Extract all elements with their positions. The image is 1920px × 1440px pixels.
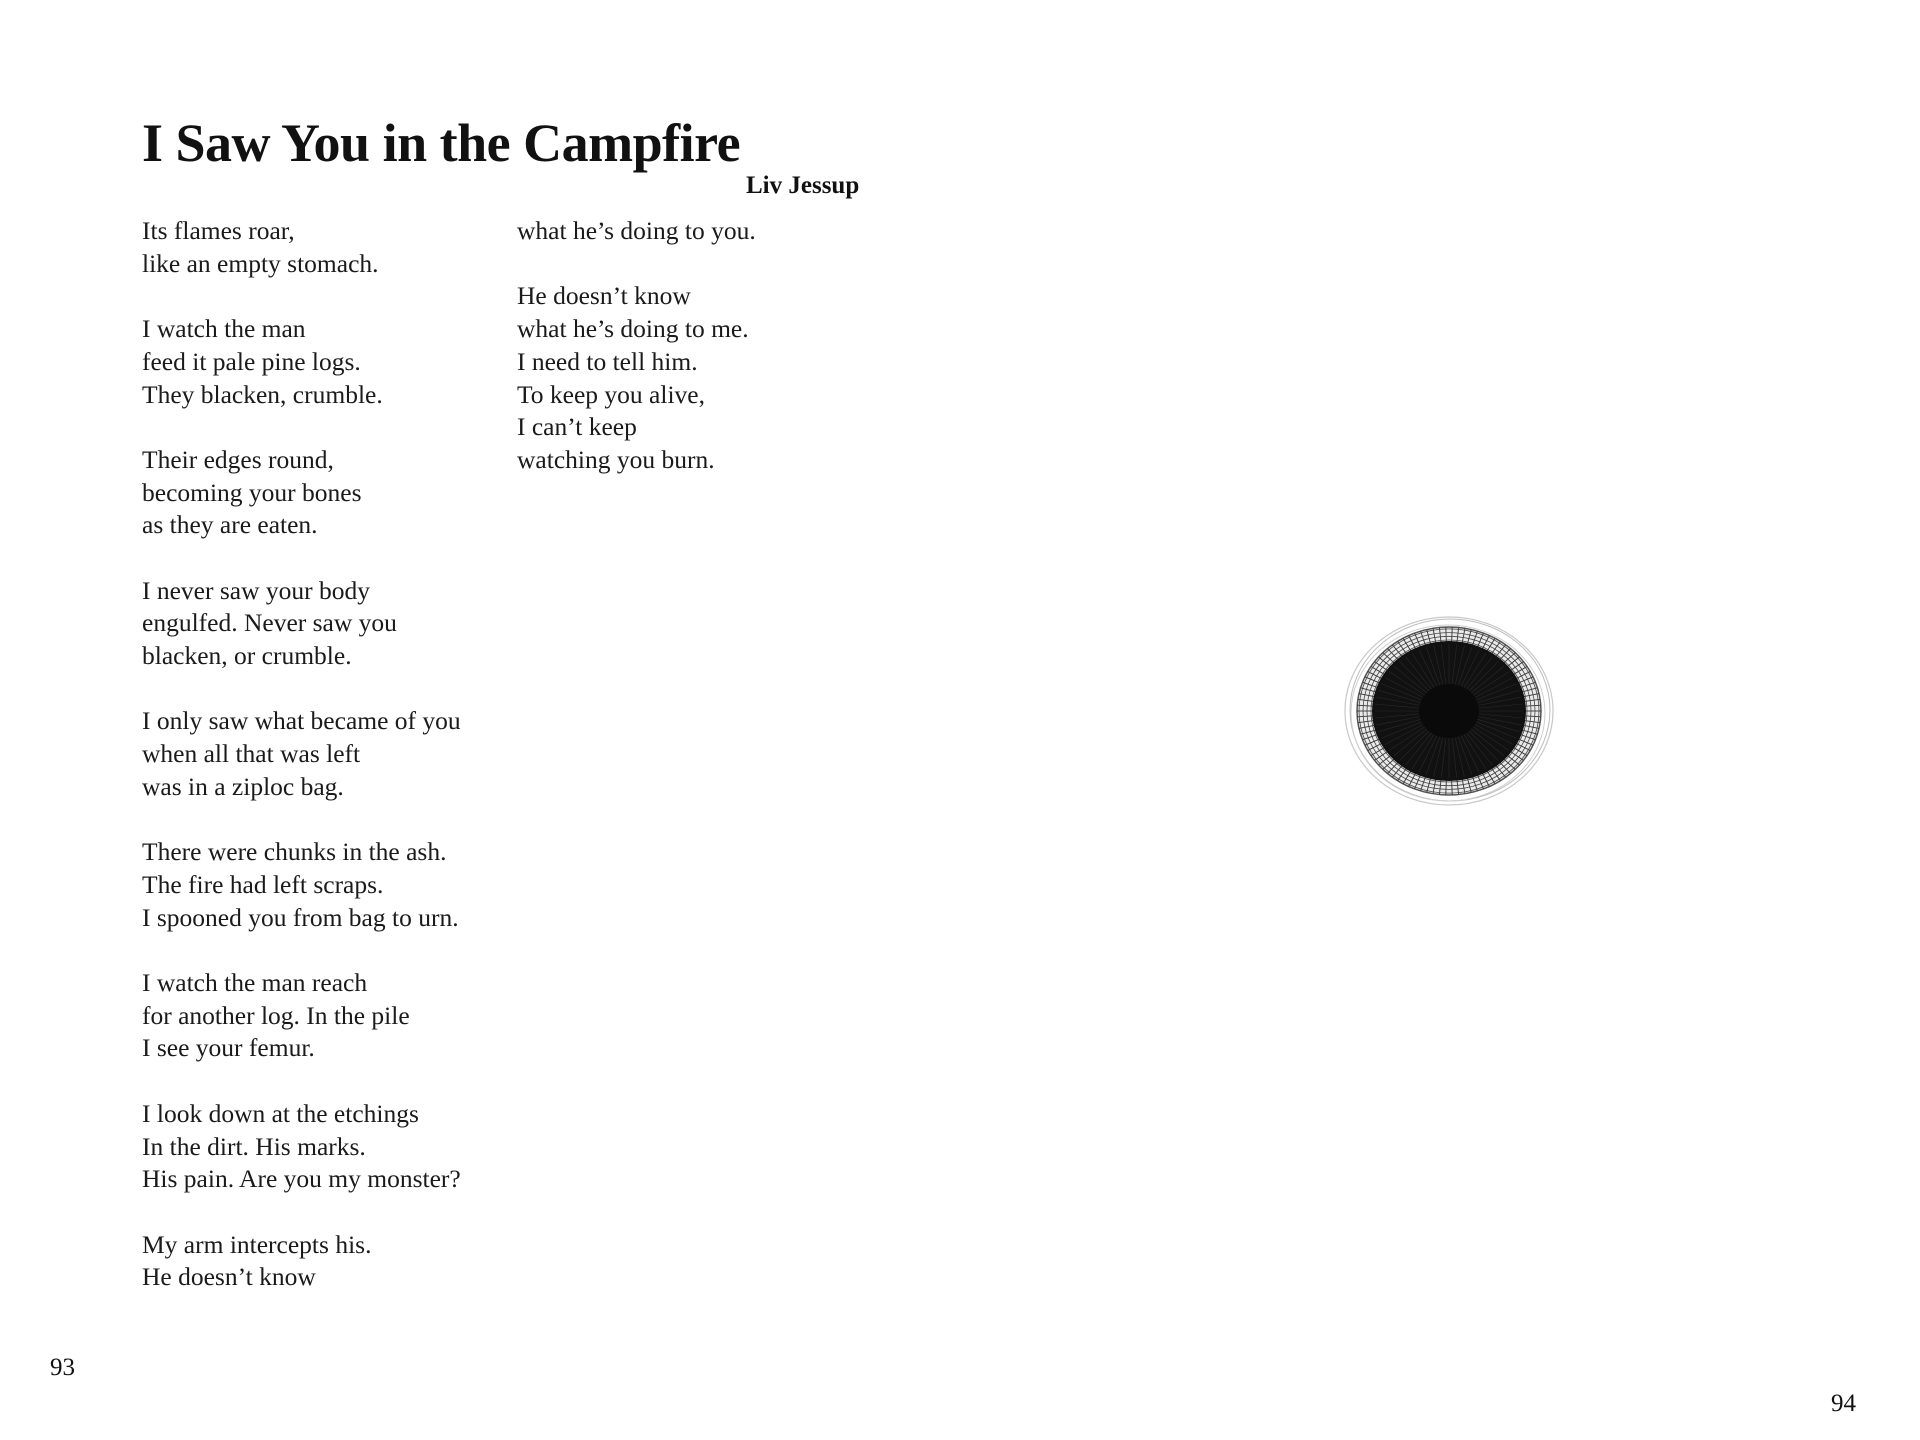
- poem-line: I can’t keep: [517, 412, 637, 442]
- poem-line: engulfed. Never saw you: [142, 608, 397, 638]
- poem-line: feed it pale pine logs.: [142, 346, 361, 376]
- ink-circle-illustration: [1342, 612, 1556, 810]
- page-number-left: 93: [50, 1354, 75, 1381]
- poem-line: I only saw what became of you: [142, 706, 461, 736]
- poem-stanza: [142, 215, 461, 280]
- poem-line: Their edges round,: [142, 444, 334, 474]
- poem-line: Its flames roar,: [142, 216, 295, 245]
- poem-line: becoming your bones: [142, 477, 362, 507]
- poem-line: was in a ziploc bag.: [142, 771, 344, 801]
- poem-line: like an empty stomach.: [142, 248, 379, 278]
- poem-line: I need to tell him.: [517, 346, 698, 376]
- poem-stanza: [142, 836, 461, 934]
- poem-stanza: [142, 705, 461, 803]
- poem-line: I spooned you from bag to urn.: [142, 902, 459, 932]
- poem-line: I look down at the etchings: [142, 1098, 419, 1128]
- poem-stanza: [142, 1229, 461, 1294]
- page-number-right: 94: [1831, 1390, 1856, 1417]
- poem-line: There were chunks in the ash.: [142, 837, 447, 867]
- poem-column-2: [517, 215, 756, 477]
- poem-line: His pain. Are you my monster?: [142, 1164, 461, 1194]
- poem-line: He doesn’t know: [142, 1262, 316, 1292]
- poem-line: I watch the man: [142, 314, 306, 344]
- right-page: [960, 0, 1920, 1440]
- poem-stanza: [142, 444, 461, 542]
- poem-line: I see your femur.: [142, 1033, 315, 1063]
- poem-author: Liv Jessup: [746, 172, 860, 199]
- poem-line: He doesn’t know: [517, 281, 691, 311]
- poem-line: The fire had left scraps.: [142, 869, 384, 899]
- poem-line: They blacken, crumble.: [142, 379, 383, 409]
- poem-line: as they are eaten.: [142, 510, 318, 540]
- poem-line: when all that was left: [142, 739, 361, 769]
- poem-line: In the dirt. His marks.: [142, 1131, 366, 1161]
- poem-line: blacken, or crumble.: [142, 641, 352, 671]
- poem-stanza: [142, 967, 461, 1065]
- poem-line: watching you burn.: [517, 444, 715, 474]
- poem-title: I Saw You in the Campfire: [142, 113, 741, 173]
- poem-line: what he’s doing to you.: [517, 216, 756, 245]
- poem-line: My arm intercepts his.: [142, 1229, 372, 1259]
- poem-stanza: [142, 575, 461, 673]
- poem-line: I never saw your body: [142, 575, 371, 605]
- poem-stanza: [517, 280, 756, 476]
- poem-column-1: [142, 215, 461, 1294]
- poem-line: what he’s doing to me.: [517, 314, 749, 344]
- poem-stanza: [142, 1098, 461, 1196]
- poem-stanza: [517, 215, 756, 248]
- poem-line: for another log. In the pile: [142, 1000, 410, 1030]
- poem-stanza: [142, 313, 461, 411]
- poem-line: I watch the man reach: [142, 968, 368, 998]
- poem-line: To keep you alive,: [517, 379, 705, 409]
- ink-circle-icon: [1342, 612, 1556, 810]
